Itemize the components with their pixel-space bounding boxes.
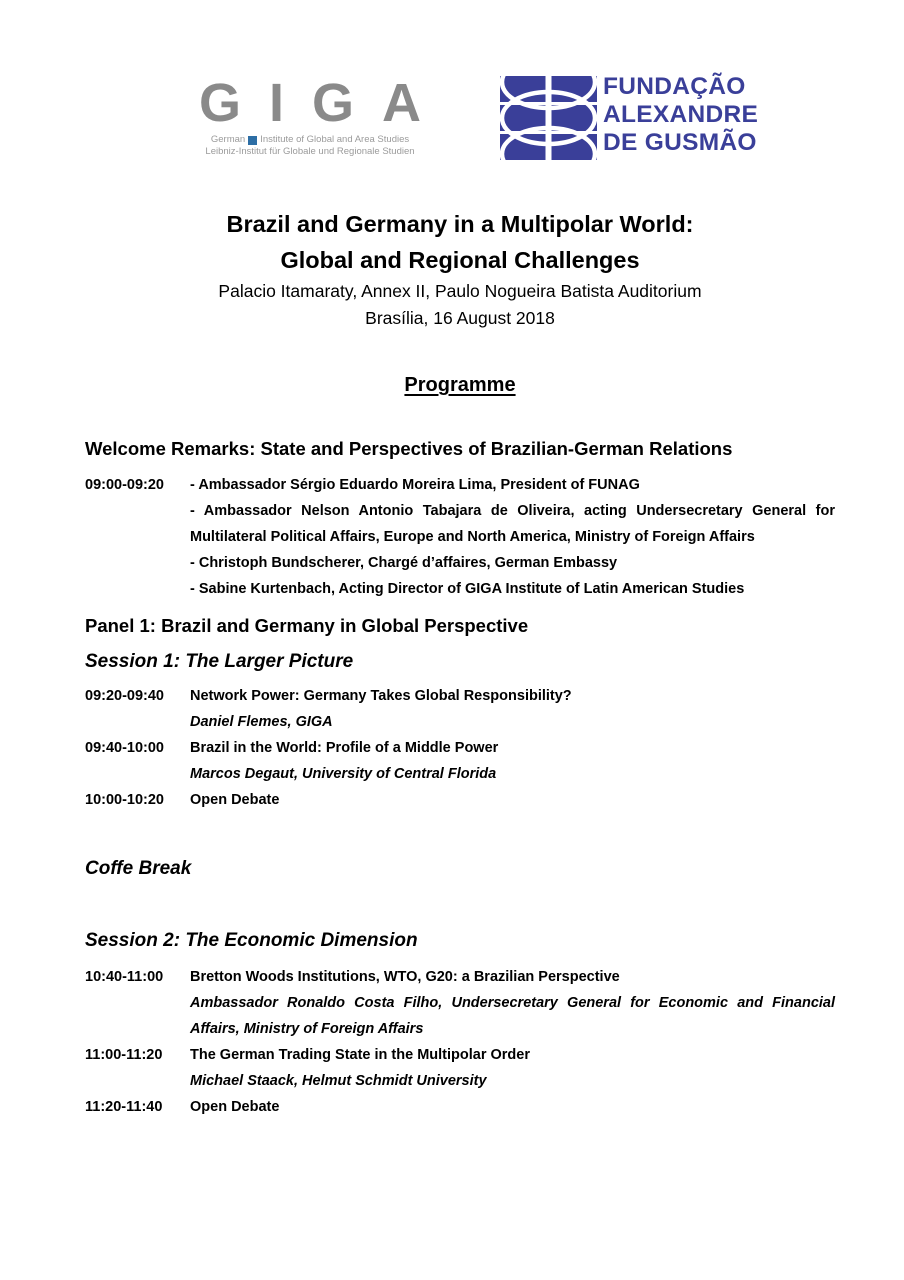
- talk-title: Network Power: Germany Takes Global Responsibility?: [190, 688, 572, 704]
- welcome-heading: Welcome Remarks: State and Perspectives of Brazilian-German Relations: [85, 438, 733, 459]
- talk-title: Bretton Woods Institutions, WTO, G20: a Brazilian Perspective: [190, 969, 620, 985]
- funag-logo: [500, 73, 759, 160]
- talk-speaker: Ambassador Ronaldo Costa Filho, Undersecretary General for Economic and Financial Affairs, Ministry of Foreign Affairs: [190, 995, 835, 1037]
- time-label: 09:20-09:40: [85, 688, 164, 704]
- funag-globe-icon: [500, 76, 597, 160]
- time-label: 09:00-09:20: [85, 477, 164, 493]
- giga-tagline-prefix: German: [210, 134, 246, 145]
- funag-name-line3: DE GUSMÃO: [603, 129, 757, 156]
- schedule-row: [85, 735, 835, 787]
- event-date: Brasília, 16 August 2018: [365, 308, 555, 328]
- talk-speaker: Marcos Degaut, University of Central Florida: [190, 766, 497, 782]
- coffee-break-heading: Coffe Break: [85, 858, 192, 879]
- time-label: 10:00-10:20: [85, 792, 164, 808]
- welcome-speaker: - Sabine Kurtenbach, Acting Director of GIGA Institute of Latin American Studies: [190, 581, 745, 597]
- giga-tagline: [190, 134, 430, 158]
- logos-row: [85, 0, 835, 164]
- welcome-speaker: - Ambassador Sérgio Eduardo Moreira Lima, President of FUNAG: [190, 477, 640, 493]
- talk-title: Open Debate: [190, 1099, 280, 1115]
- time-label: 11:20-11:40: [85, 1099, 163, 1115]
- talk-title: Open Debate: [190, 792, 280, 808]
- giga-tagline-line1: [190, 134, 430, 146]
- funag-name-line1: FUNDAÇÃO: [603, 73, 746, 100]
- giga-tagline-line2: Leibniz-Institut für Globale und Regionale Studien: [205, 146, 415, 157]
- schedule-row: [85, 1042, 835, 1094]
- talk-title: The German Trading State in the Multipolar Order: [190, 1047, 530, 1063]
- talk-speaker: Daniel Flemes, GIGA: [190, 714, 333, 730]
- schedule-row: [85, 787, 835, 813]
- event-venue: Palacio Itamaraty, Annex II, Paulo Nogueira Batista Auditorium: [218, 281, 702, 301]
- time-label: 10:40-11:00: [85, 969, 164, 985]
- event-subtitle: [85, 278, 835, 332]
- funag-wordmark: [603, 73, 758, 157]
- event-title-line2: Global and Regional Challenges: [280, 247, 640, 273]
- schedule-row: [85, 964, 835, 1042]
- giga-logo: [190, 73, 449, 158]
- schedule-row: [85, 1094, 835, 1120]
- talk-speaker: Michael Staack, Helmut Schmidt University: [190, 1073, 487, 1089]
- time-label: 09:40-10:00: [85, 740, 164, 756]
- panel1-heading: Panel 1: Brazil and Germany in Global Perspective: [85, 615, 529, 636]
- time-label: 11:00-11:20: [85, 1047, 163, 1063]
- session1-schedule: [85, 683, 835, 813]
- schedule-row: [85, 683, 835, 735]
- funag-name-line2: ALEXANDRE: [603, 101, 759, 128]
- programme-heading: Programme: [404, 374, 516, 396]
- session1-heading: Session 1: The Larger Picture: [85, 651, 354, 672]
- event-title: [85, 206, 835, 278]
- talk-title: Brazil in the World: Profile of a Middle Power: [190, 740, 499, 756]
- giga-blue-square-icon: [248, 136, 257, 145]
- session2-heading: Session 2: The Economic Dimension: [85, 930, 418, 951]
- welcome-speaker: - Ambassador Nelson Antonio Tabajara de Oliveira, acting Undersecretary General for Multilateral Political Affairs, Europe and North America, Ministry of Foreign Affairs: [190, 503, 835, 545]
- event-title-line1: Brazil and Germany in a Multipolar World:: [226, 211, 694, 237]
- giga-wordmark: GIGA: [198, 73, 449, 133]
- welcome-schedule: [85, 472, 835, 602]
- schedule-row: [85, 472, 835, 602]
- session2-schedule: [85, 964, 835, 1120]
- giga-tagline-suffix: Institute of Global and Area Studies: [260, 134, 410, 145]
- welcome-speakers: [190, 472, 835, 602]
- welcome-speaker: - Christoph Bundscherer, Chargé d’affaires, German Embassy: [190, 555, 618, 571]
